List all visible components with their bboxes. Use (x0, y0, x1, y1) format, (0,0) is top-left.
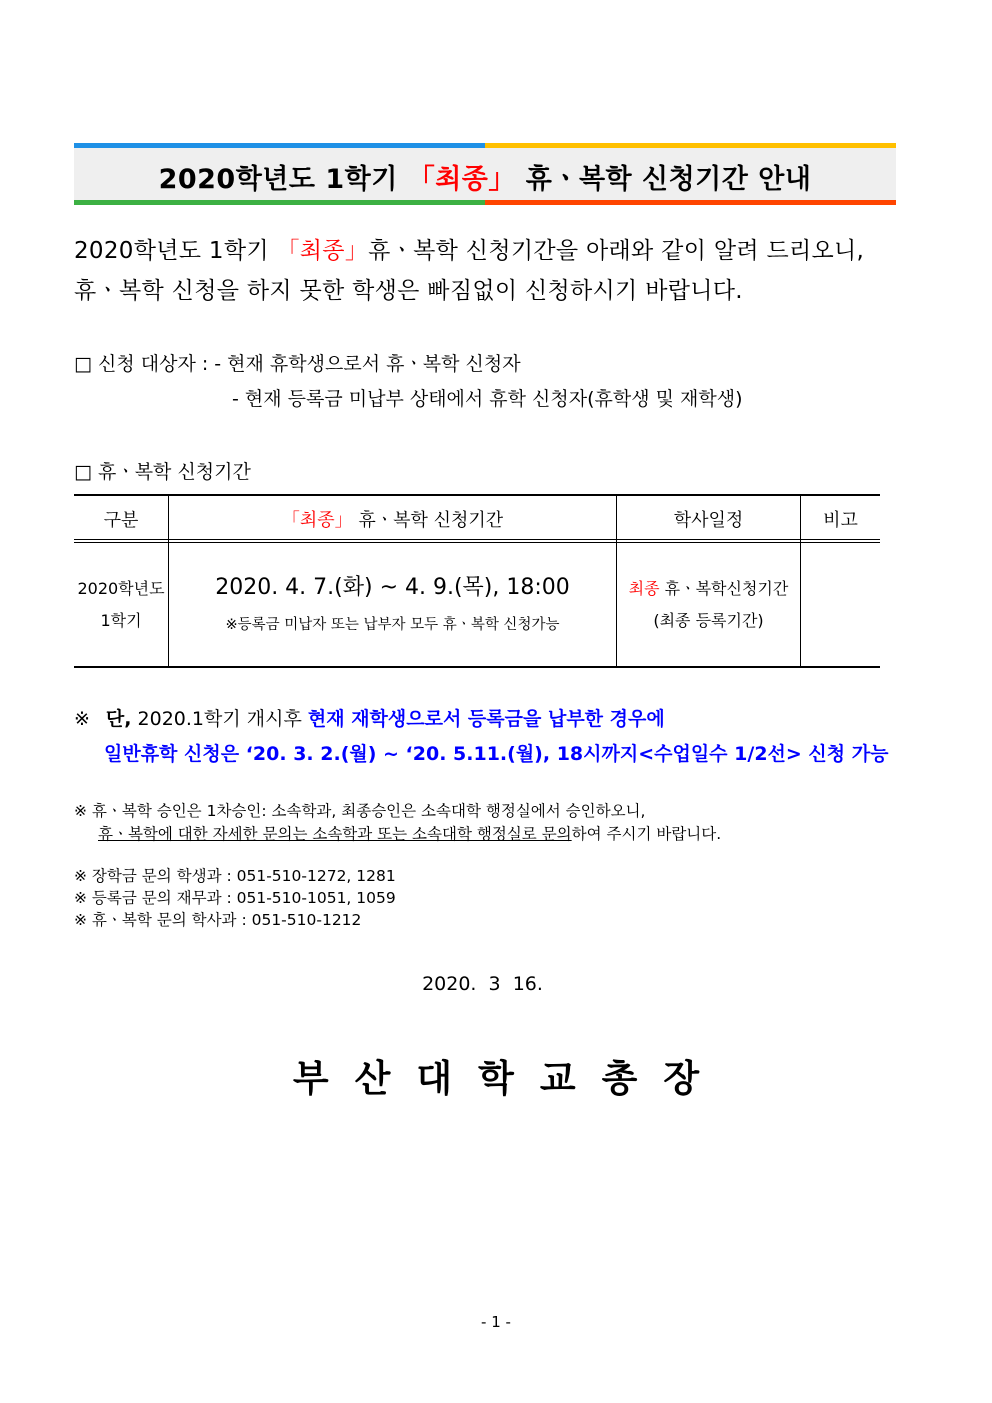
header-period-rest: 휴ㆍ복학 신청기간 (352, 510, 504, 531)
header-period-highlight: 「최종」 (281, 510, 353, 531)
banner-bar-blue (74, 143, 485, 148)
intro-line-2: 휴ㆍ복학 신청을 하지 못한 학생은 빠짐없이 신청하시기 바랍니다. (74, 278, 743, 304)
notice-1-text: 2020.1학기 개시후 (131, 708, 308, 730)
notice-1-bold: 단, (105, 708, 132, 730)
title-post: 휴ㆍ복학 신청기간 안내 (515, 164, 812, 195)
row-schedule-line-1 (617, 576, 800, 599)
contact-academic: ※ 휴ㆍ복학 문의 학사과 : 051-510-1212 (74, 911, 362, 929)
header-schedule: 학사일정 (673, 510, 744, 531)
page-number: - 1 - (481, 1313, 511, 1331)
header-remark: 비고 (823, 510, 858, 531)
notice-1-mark: ※ (74, 708, 90, 730)
contact-scholarship: ※ 장학금 문의 학생과 : 051-510-1272, 1281 (74, 867, 396, 885)
table-header-divider-2 (74, 542, 880, 543)
notice-1-line-1 (74, 704, 665, 731)
notice-1-line-2: 일반휴학 신청은 ‘20. 3. 2.(월) ~ ‘20. 5.11.(월), 18시까지<수업일수 1/2선> 신청 가능 (104, 743, 889, 765)
issue-date: 2020. 3 16. (422, 973, 543, 995)
row-schedule-highlight: 최종 (628, 579, 660, 598)
header-period (169, 506, 616, 532)
target-line-2: - 현재 등록금 미납부 상태에서 휴학 신청자(휴학생 및 재학생) (232, 388, 743, 410)
row-term-line-2: 1학기 (100, 611, 142, 630)
intro-highlight: 「최종」 (276, 238, 369, 264)
notice-2-underlined: 휴ㆍ복학에 대한 자세한 문의는 소속학과 또는 소속대학 행정실로 문의 (98, 825, 572, 843)
table-top-border (74, 494, 880, 496)
intro-pre: 2020학년도 1학기 (74, 238, 277, 264)
banner-bar-orange (485, 200, 896, 205)
intro-post: 휴ㆍ복학 신청기간을 아래와 같이 알려 드리오니, (368, 238, 865, 264)
notice-2-rest: 하여 주시기 바랍니다. (571, 825, 722, 843)
notice-2-line-2 (98, 822, 721, 844)
title-highlight: 「최종」 (407, 164, 516, 195)
notice-1-blue: 현재 재학생으로서 등록금을 납부한 경우에 (307, 708, 665, 730)
notice-2-line-1: ※ 휴ㆍ복학 승인은 1차승인: 소속학과, 최종승인은 소속대학 행정실에서 승인하오니, (74, 802, 646, 820)
banner-bar-green (74, 200, 485, 205)
row-period: 2020. 4. 7.(화) ~ 4. 9.(목), 18:00 (215, 575, 570, 600)
intro-line-1 (74, 232, 864, 265)
table-bottom-border (74, 666, 880, 668)
contact-tuition: ※ 등록금 문의 재무과 : 051-510-1051, 1059 (74, 889, 396, 907)
issuer-signature: 부산대학교총장 (292, 1057, 726, 1100)
title-banner (74, 143, 896, 205)
header-category: 구분 (103, 510, 139, 531)
row-schedule-line-2: (최종 등록기간) (653, 611, 764, 630)
period-heading: □ 휴ㆍ복학 신청기간 (74, 461, 251, 483)
page-title (74, 157, 896, 196)
title-pre: 2020학년도 1학기 (158, 164, 408, 195)
period-table (74, 494, 880, 668)
row-period-note: ※등록금 미납자 또는 납부자 모두 휴ㆍ복학 신청가능 (225, 617, 560, 633)
row-schedule-rest: 휴ㆍ복학신청기간 (659, 579, 789, 598)
table-header-divider-1 (74, 539, 880, 540)
target-line-1: □ 신청 대상자 : - 현재 휴학생으로서 휴ㆍ복학 신청자 (74, 353, 521, 375)
row-term-line-1: 2020학년도 (77, 579, 165, 598)
banner-bar-yellow (485, 143, 896, 148)
